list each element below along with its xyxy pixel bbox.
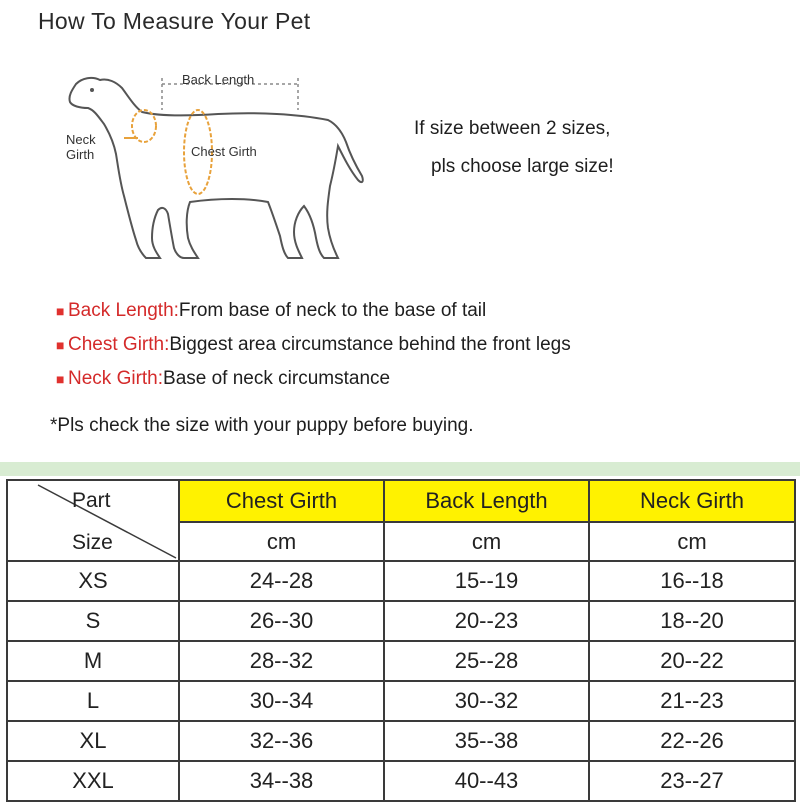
- value-cell: 15--19: [384, 561, 589, 601]
- value-cell: 35--38: [384, 721, 589, 761]
- bullet-icon: ■: [56, 371, 65, 387]
- dog-silhouette: [69, 78, 362, 258]
- unit-cell: cm: [589, 522, 795, 561]
- dog-eye: [90, 88, 94, 92]
- value-cell: 40--43: [384, 761, 589, 801]
- definition-desc: From base of neck to the base of tail: [178, 300, 487, 321]
- corner-part-label: Part: [72, 489, 111, 512]
- definition-back-length: [56, 298, 776, 332]
- size-cell: L: [7, 681, 179, 721]
- value-cell: 28--32: [179, 641, 384, 681]
- table-row: [7, 561, 795, 601]
- bullet-icon: ■: [56, 337, 65, 353]
- value-cell: 20--22: [589, 641, 795, 681]
- definition-chest-girth: [56, 332, 776, 366]
- value-cell: 32--36: [179, 721, 384, 761]
- bullet-icon: ■: [56, 303, 65, 319]
- definition-neck-girth: [56, 366, 776, 400]
- measurement-definitions: [56, 298, 776, 400]
- table-corner-cell: [7, 480, 179, 561]
- column-header: Chest Girth: [179, 480, 384, 522]
- definition-term: Chest Girth:: [68, 334, 170, 355]
- size-chart-table: [6, 479, 796, 802]
- size-note-line-2: pls choose large size!: [431, 156, 614, 177]
- value-cell: 30--32: [384, 681, 589, 721]
- value-cell: 18--20: [589, 601, 795, 641]
- value-cell: 34--38: [179, 761, 384, 801]
- value-cell: 25--28: [384, 641, 589, 681]
- value-cell: 22--26: [589, 721, 795, 761]
- size-cell: XS: [7, 561, 179, 601]
- corner-size-label: Size: [72, 531, 113, 554]
- size-cell: S: [7, 601, 179, 641]
- value-cell: 23--27: [589, 761, 795, 801]
- column-header: Neck Girth: [589, 480, 795, 522]
- size-cell: XL: [7, 721, 179, 761]
- definition-term: Back Length:: [68, 300, 179, 321]
- neck-girth-label: Neck Girth: [66, 132, 96, 162]
- unit-cell: cm: [179, 522, 384, 561]
- footnote: *Pls check the size with your puppy before buying.: [50, 415, 474, 436]
- table-header-row: [7, 480, 795, 522]
- value-cell: 20--23: [384, 601, 589, 641]
- value-cell: 21--23: [589, 681, 795, 721]
- value-cell: 16--18: [589, 561, 795, 601]
- divider-band: [0, 462, 800, 476]
- table-row: [7, 681, 795, 721]
- definition-term: Neck Girth:: [68, 368, 164, 389]
- definition-desc: Base of neck circumstance: [163, 368, 391, 389]
- size-cell: M: [7, 641, 179, 681]
- dog-measurement-diagram: [58, 62, 368, 274]
- chest-girth-label: Chest Girth: [191, 144, 257, 159]
- page-title: How To Measure Your Pet: [38, 8, 311, 34]
- size-cell: XXL: [7, 761, 179, 801]
- value-cell: 30--34: [179, 681, 384, 721]
- column-header: Back Length: [384, 480, 589, 522]
- back-length-label: Back Length: [182, 72, 255, 87]
- table-row: [7, 641, 795, 681]
- unit-cell: cm: [384, 522, 589, 561]
- value-cell: 24--28: [179, 561, 384, 601]
- table-row: [7, 721, 795, 761]
- table-row: [7, 601, 795, 641]
- definition-desc: Biggest area circumstance behind the front legs: [169, 334, 571, 355]
- size-note-line-1: If size between 2 sizes,: [414, 118, 611, 139]
- value-cell: 26--30: [179, 601, 384, 641]
- table-row: [7, 761, 795, 801]
